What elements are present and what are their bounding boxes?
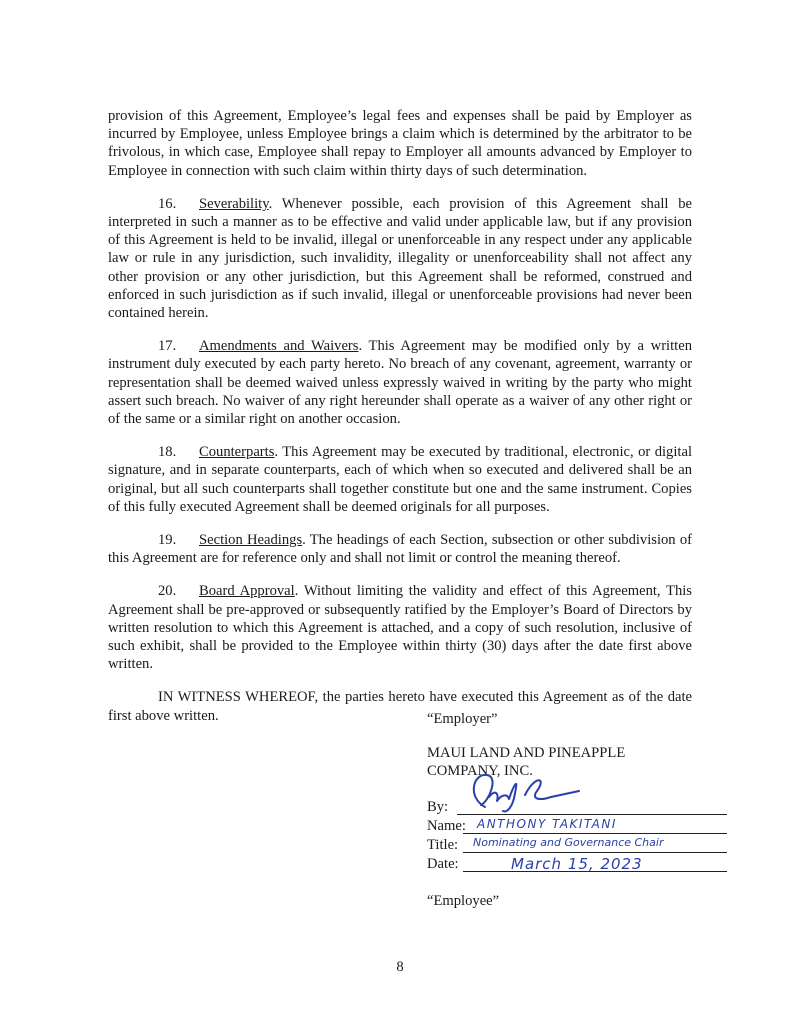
by-label: By: (427, 798, 449, 815)
company-name-line2: COMPANY, INC. (427, 763, 533, 779)
section-19 (108, 531, 692, 567)
signature-block (427, 710, 727, 910)
title-row (427, 836, 727, 855)
section-text: . Whenever possible, each provision of this Agreement shall be interpreted in such a manner as to be effective and valid under applicable law, but if any provision of this Agreement is held to be invalid, illegal or unenforceable in any respect under any applicable law or rule in any jurisdiction, such invalidity, illegality or unenforceability shall not affect any other provision or any other jurisdiction, but this Agreement shall be reformed, construed and enforced in such jurisdiction as if such invalid, illegal or unenforceable provisions had never been contained herein. (108, 195, 692, 322)
section-text: . This Agreement may be modified only by a written instrument duly executed by each party hereto. No breach of any covenant, agreement, warranty or representation shall be deemed waived unless expressly waived in writing by the party who might assert such breach. No waiver of any right hereunder shall operate as a waiver of any other right or of the same or a similar right on another occasion. (108, 338, 692, 428)
date-row (427, 855, 727, 874)
agreement-body (108, 107, 692, 725)
section-text: . Without limiting the validity and effect of this Agreement, This Agreement shall be pre-approved or subsequently ratified by the Employer’s Board of Directors by written resolution to which this Agreement is attached, and a copy of such resolution, inclusive of such exhibit, shall be provided to the Employee within thirty (30) days after the date first above written. (108, 583, 692, 673)
section-heading: Severability (199, 195, 269, 212)
section-heading: Amendments and Waivers (199, 338, 359, 355)
title-value: Nominating and Governance Chair (473, 835, 664, 849)
section-heading: Counterparts (199, 444, 275, 461)
section-text: . The headings of each Section, subsection or other subdivision of this Agreement are for reference only and shall not limit or control the meaning thereof. (108, 532, 692, 567)
company-name-line1: MAUI LAND AND PINEAPPLE (427, 745, 626, 761)
name-label: Name: (427, 817, 466, 834)
section-heading: Section Headings (199, 532, 303, 549)
section-20 (108, 582, 692, 673)
employee-label: “Employee” (427, 893, 500, 909)
by-row (427, 795, 727, 817)
title-label: Title: (427, 836, 459, 853)
section-number: 16. (158, 195, 177, 212)
section-17 (108, 337, 692, 428)
section-number: 18. (158, 444, 177, 461)
section-16 (108, 195, 692, 322)
witness-paragraph: IN WITNESS WHEREOF, the parties hereto have executed this Agreement as of the date first above written. (108, 689, 692, 724)
section-number: 20. (158, 583, 177, 600)
name-value: ANTHONY TAKITANI (477, 816, 617, 831)
date-label: Date: (427, 855, 459, 872)
section-number: 17. (158, 338, 177, 355)
section-heading: Board Approval (199, 583, 295, 600)
section-number: 19. (158, 532, 177, 549)
employer-label: “Employer” (427, 711, 498, 727)
handwritten-signature (455, 767, 585, 815)
section-18 (108, 443, 692, 516)
title-line (463, 852, 727, 853)
intro-paragraph: provision of this Agreement, Employee’s legal fees and expenses shall be paid by Employer as incurred by Employee, unless Employee brings a claim which is determined by the arbitrator to be frivolous, in which case, Employee shall repay to Employer all amounts advanced by Employer to Employee in connection with such claim within thirty days of such determination. (108, 108, 692, 179)
section-text: . This Agreement may be executed by traditional, electronic, or digital signature, and in separate counterparts, each of which when so executed and delivered shall be an original, but all such counterparts shall together constitute but one and the same instrument. Copies of this fully executed Agreement shall be deemed originals for all purposes. (108, 444, 692, 515)
page-number: 8 (396, 959, 404, 975)
date-value: March 15, 2023 (511, 854, 643, 873)
